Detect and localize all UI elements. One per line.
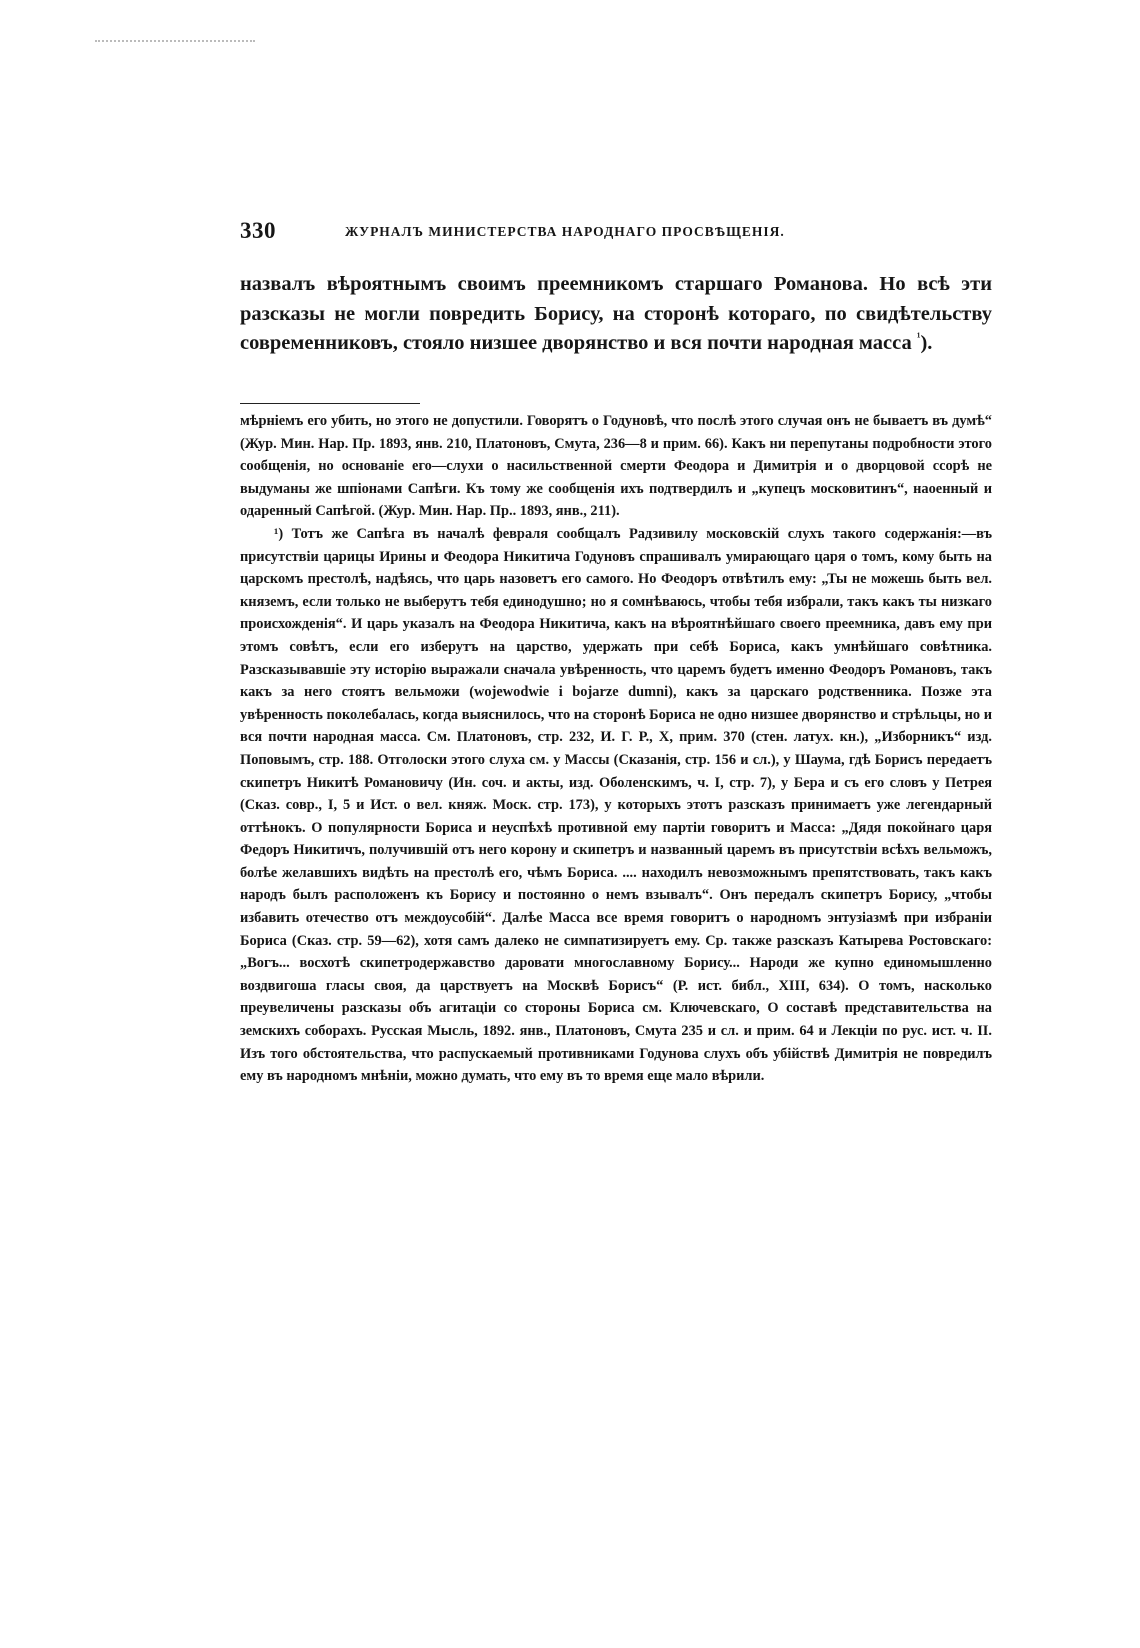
running-title: ЖУРНАЛЪ МИНИСТЕРСТВА НАРОДНАГО ПРОСВѢЩЕНІЯ. bbox=[345, 224, 785, 239]
footnote-1-text: Тотъ же Сапѣга въ началѣ февраля сообщалъ Радзивилу московскій слухъ такого содержанія:—въ присутствіи царицы Ирины и Феодора Никитича Годуновъ спрашивалъ умирающаго царя о томъ, кому быть на царскомъ престолѣ, надѣясь, что царь назоветъ его самого. Но Феодоръ отвѣтилъ ему: „Ты не можешь быть вел. княземъ, если только не выберутъ тебя единодушно; но я сомнѣваюсь, чтобы тебя избрали, такъ какъ ты низкаго происхожденія“. И царь указалъ на Феодора Никитича, какъ на вѣроятнѣйшаго своего преемника, давъ ему при этомъ совѣтъ, если его изберутъ на царство, удержать при себѣ Бориса, какъ умнѣйшаго совѣтника. Разсказывавшіе эту исторію выражали сначала увѣренность, что царемъ будетъ именно Феодоръ Романовъ, такъ какъ за него стоятъ вельможи (wojewodwie i bojarze dumni), какъ за царскаго родственника. Позже эта увѣренность поколебалась, когда выяснилось, что на сторонѣ Бориса не одно низшее дворянство и стрѣльцы, но и вся почти народная масса. См. Платоновъ, стр. 232, И. Г. Р., X, прим. 370 (стен. латух. кн.), „Изборникъ“ изд. Поповымъ, стр. 188. Отголоски этого слуха см. у Массы (Сказанія, стр. 156 и сл.), у Шаума, гдѣ Борисъ передаетъ скипетръ Никитѣ Романовичу (Ин. соч. и акты, изд. Оболенскимъ, ч. I, стр. 7), у Бера и съ его словъ у Петрея (Сказ. совр., I, 5 и Ист. о вел. княж. Моск. стр. 173), у которыхъ этотъ разсказъ принимаетъ уже легендарный оттѣнокъ. О популярности Бориса и неуспѣхѣ противной ему партіи говоритъ и Масса: „Дядя покойнаго царя Федоръ Никитичъ, получившій отъ него корону и скипетръ и названный царемъ въ присутствіи всѣхъ вельможъ, болѣе желавшихъ видѣть на престолѣ его, чѣмъ Бориса. .... находилъ невозможнымъ препятствовать, такъ какъ народъ былъ расположенъ къ Борису и постоянно о немъ взывалъ“. Онъ передалъ скипетръ Борису, „чтобы избавить отечество отъ междоусобій“. Далѣе Масса все время говоритъ о народномъ энтузіазмѣ при избраніи Бориса (Сказ. стр. 59—62), хотя самъ далеко не симпатизируетъ ему. Ср. также разсказъ Катырева Ростовскаго: „Вогъ... восхотѣ скипетродержавство даровати многославному Борису... Народи же купно единомышленно воздвигоша гласы своя, да царствуетъ на Москвѣ Борисъ“ (Р. ист. библ., XIII, 634). О томъ, насколько преувеличены разсказы объ агитаціи со стороны Бориса см. Ключевскаго, О составѣ представительства на земскихъ соборахъ. Русская Мысль, 1892. янв., Платоновъ, Смута 235 и сл. и прим. 64 и Лекціи по рус. ист. ч. II. Изъ того обстоятельства, что распускаемый противниками Годунова слухъ объ убійствѣ Димитрія не повредилъ ему въ народномъ мнѣніи, можно думать, что ему въ то время еще мало вѣрили. bbox=[240, 525, 992, 1085]
page-number: 330 bbox=[240, 218, 276, 243]
footnote-1 bbox=[240, 523, 992, 1088]
page-header bbox=[240, 218, 1000, 252]
footnote-continuation: мѣрніемъ его убить, но этого не допустили. Говорятъ о Годуновѣ, что послѣ этого случая онъ не бываетъ въ думѣ“ (Жур. Мин. Нар. Пр. 1893, янв. 210, Платоновъ, Смута, 236—8 и прим. 66). Какъ ни перепутаны подробности этого сообщенія, но основаніе его—слухи о насильственной смерти Феодора и Димитрія и о дворцовой ссорѣ не выдуманы же шпіонами Сапѣги. Къ тому же сообщенія ихъ подтвердилъ и „купецъ московитинъ“, наоенный и одаренный Сапѣгой. (Жур. Мин. Нар. Пр.. 1893, янв., 211). bbox=[240, 413, 992, 520]
main-paragraph-end: ). bbox=[920, 332, 933, 354]
main-paragraph-text: назвалъ вѣроятнымъ своимъ преемникомъ старшаго Романова. Но всѣ эти разсказы не могли повредить Борису, на сторонѣ котораго, по свидѣтельству современниковъ, стояло низшее дворянство и вся почти народная масса bbox=[240, 273, 992, 354]
footnote-reference: ¹ bbox=[916, 330, 921, 345]
footnotes-block bbox=[240, 410, 992, 1088]
main-text-block bbox=[240, 270, 992, 359]
scan-artifact-marks bbox=[95, 40, 255, 46]
footnote-separator bbox=[240, 403, 420, 404]
footnote-1-marker: ¹) bbox=[274, 525, 284, 542]
main-paragraph bbox=[240, 270, 992, 359]
